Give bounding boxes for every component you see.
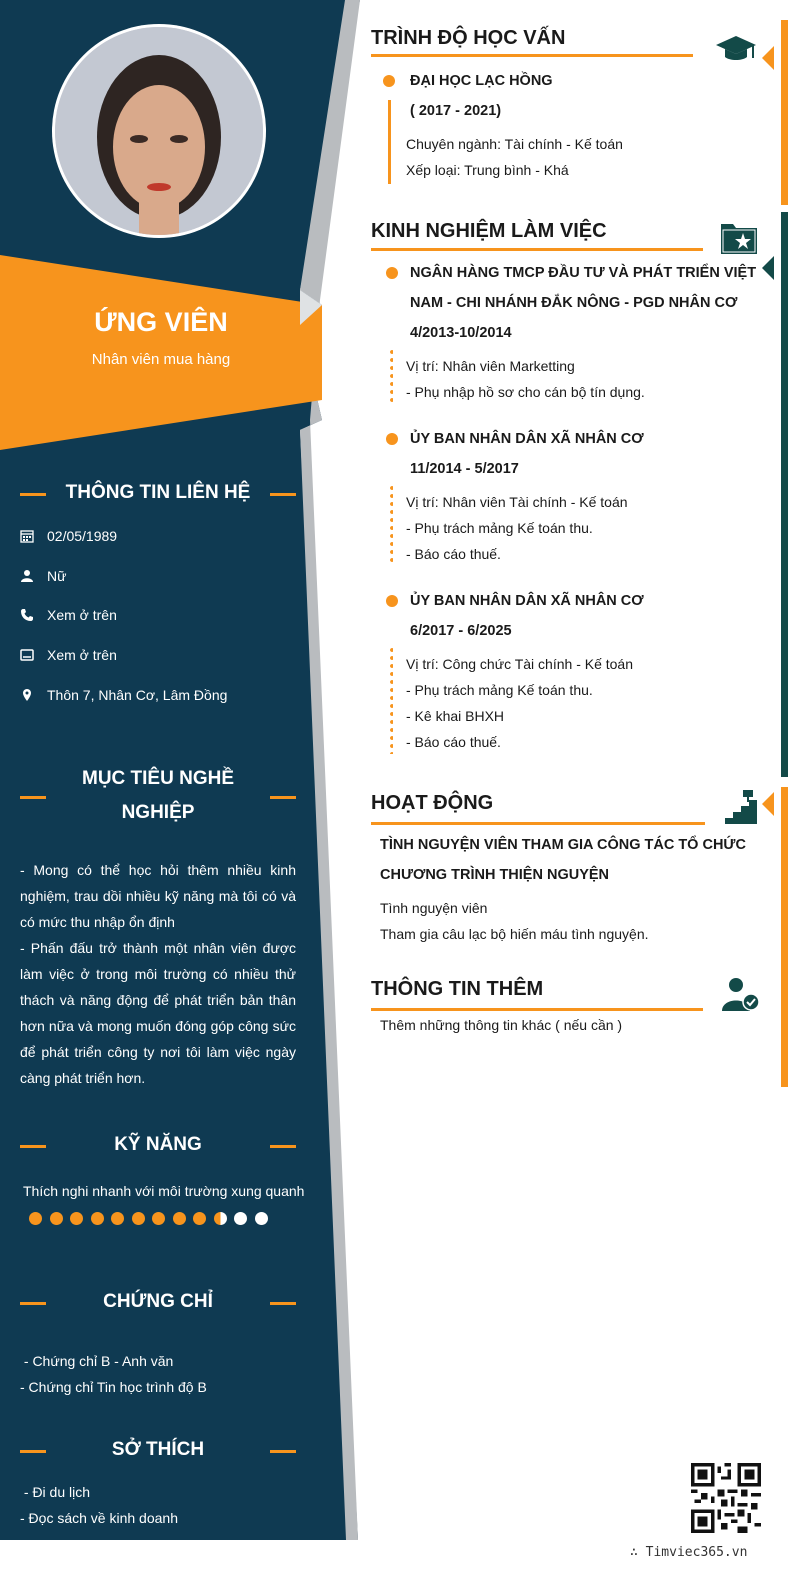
objective-heading-line2: NGHIỆP [121,802,195,823]
activity-title: CHƯƠNG TRÌNH THIỆN NGUYỆN [380,867,610,883]
brand-watermark: ∴ Timviec365.vn [630,1545,748,1560]
objective-text: - Mong có thể học hỏi thêm nhiều kinh nghiệm, trau dồi nhiều kỹ năng mà tôi có và có mức thu nhập ổn định - Phấn đấu trở thành một nhân viên được làm việc ở trong môi trường có nhiều thử thách và năng động để phát triển bản thân hơn nữa và mong muốn đóng góp công sức để phát triển công ty nơi tôi làm việc ngày càng phát triển hơn. [20,862,296,1086]
contact-heading-text: THÔNG TIN LIÊN HỆ [65,482,251,503]
rating-dot [111,1212,124,1225]
heading-dash [20,493,46,496]
education-grade: Xếp loại: Trung bình - Khá [406,162,569,178]
heading-dash [20,1450,46,1453]
hobbies-heading [20,1439,296,1461]
heading-dash [270,1145,296,1148]
heading-dash [270,493,296,496]
calendar-icon [20,529,34,543]
skill-name: Thích nghi nhanh với môi trường xung quanh [23,1183,305,1199]
hobby-item: - Đi du lịch [20,1484,91,1500]
job-line: - Báo cáo thuế. [406,546,501,562]
section-underline [371,248,703,251]
timeline-dots [390,348,393,404]
section-underline [371,1008,703,1011]
job-title: ỦY BAN NHÂN DÂN XÃ NHÂN CƠ [410,431,644,447]
timeline-bullet [386,267,398,279]
job-title: ỦY BAN NHÂN DÂN XÃ NHÂN CƠ [410,593,644,609]
job-line: - Kê khai BHXH [406,708,505,724]
rating-dot [193,1212,206,1225]
additional-heading: THÔNG TIN THÊM [371,978,544,1000]
email-icon [20,648,34,662]
job-line: - Phụ nhập hồ sơ cho cán bộ tín dụng. [406,384,645,400]
timeline-line [388,100,391,184]
rating-dot [234,1212,247,1225]
contact-address: Thôn 7, Nhân Cơ, Lâm Đồng [20,684,227,706]
skills-heading [20,1134,296,1156]
user-check-icon [720,975,760,1015]
rating-dot [50,1212,63,1225]
accent-bar [781,787,788,1087]
timeline-bullet [386,433,398,445]
hobby-item: - Đọc sách về kinh doanh [20,1510,178,1526]
job-period: 4/2013-10/2014 [410,325,512,341]
location-icon [20,688,34,702]
job-line: Vị trí: Nhân viên Tài chính - Kế toán [406,494,628,510]
heading-dash [270,796,296,799]
graduation-cap-icon [716,28,756,68]
education-major: Chuyên ngành: Tài chính - Kế toán [406,136,623,152]
skill-rating [29,1212,275,1225]
contact-gender: Nữ [20,565,66,587]
additional-text: Thêm những thông tin khác ( nếu cần ) [380,1017,623,1033]
timeline-bullet [386,595,398,607]
avatar [52,24,266,238]
hobbies-heading-text: SỞ THÍCH [111,1439,205,1460]
experience-heading: KINH NGHIỆM LÀM VIỆC [371,220,607,242]
objective-heading [20,762,296,830]
activities-heading: HOẠT ĐỘNG [371,792,494,814]
contact-email: Xem ở trên [20,644,117,666]
timeline-dots [390,646,393,754]
heading-dash [20,1302,46,1305]
heading-dash [270,1302,296,1305]
heading-dash [20,1145,46,1148]
job-line: - Phụ trách mảng Kế toán thu. [406,682,593,698]
rating-dot [29,1212,42,1225]
job-period: 11/2014 - 5/2017 [410,461,519,477]
rating-dot [132,1212,145,1225]
job-line: - Báo cáo thuế. [406,734,501,750]
rating-dot [255,1212,268,1225]
rating-dot [70,1212,83,1225]
candidate-name: ỨNG VIÊN [94,307,228,337]
school-name: ĐẠI HỌC LẠC HỒNG [410,73,553,89]
contact-birthday: 02/05/1989 [20,525,117,547]
activity-line: Tham gia câu lạc bộ hiến máu tình nguyện. [380,926,649,942]
contact-phone: Xem ở trên [20,604,117,626]
accent-arrow [762,256,774,280]
candidate-position: Nhân viên mua hàng [91,351,231,368]
skills-heading-text: KỸ NĂNG [114,1134,202,1155]
folder-star-icon [719,218,759,258]
user-icon [20,569,34,583]
accent-bar [781,20,788,205]
school-years: ( 2017 - 2021) [410,103,502,119]
job-line: - Phụ trách mảng Kế toán thu. [406,520,593,536]
stairs-trophy-icon [721,788,761,828]
job-period: 6/2017 - 6/2025 [410,623,512,639]
contact-heading [20,482,296,504]
section-underline [371,54,693,57]
activity-line: Tình nguyện viên [380,900,488,916]
phone-icon [20,608,34,622]
certificates-heading [20,1291,296,1313]
timeline-bullet [383,75,395,87]
certificate-item: - Chứng chỉ B - Anh văn [20,1353,174,1369]
job-title: NAM - CHI NHÁNH ĐẮK NÔNG - PGD NHÂN CƠ [410,295,738,311]
education-heading: TRÌNH ĐỘ HỌC VẤN [371,27,566,49]
heading-dash [270,1450,296,1453]
job-line: Vị trí: Nhân viên Marketting [406,358,575,374]
certificates-heading-text: CHỨNG CHỈ [103,1291,213,1312]
rating-dot [214,1212,227,1225]
certificate-item: - Chứng chỉ Tin học trình độ B [20,1379,207,1395]
objective-heading-line1: MỤC TIÊU NGHỀ [82,768,234,789]
timeline-dots [390,484,393,566]
section-underline [371,822,705,825]
qr-code [691,1463,761,1533]
accent-bar [781,212,788,777]
job-title: NGÂN HÀNG TMCP ĐẦU TƯ VÀ PHÁT TRIỂN VIỆT [410,265,757,281]
activity-title: TÌNH NGUYỆN VIÊN THAM GIA CÔNG TÁC TỔ CHỨC [380,837,746,853]
rating-dot [173,1212,186,1225]
job-line: Vị trí: Công chức Tài chính - Kế toán [406,656,634,672]
heading-dash [20,796,46,799]
accent-arrow [762,46,774,70]
accent-arrow [762,792,774,816]
rating-dot [152,1212,165,1225]
rating-dot [91,1212,104,1225]
